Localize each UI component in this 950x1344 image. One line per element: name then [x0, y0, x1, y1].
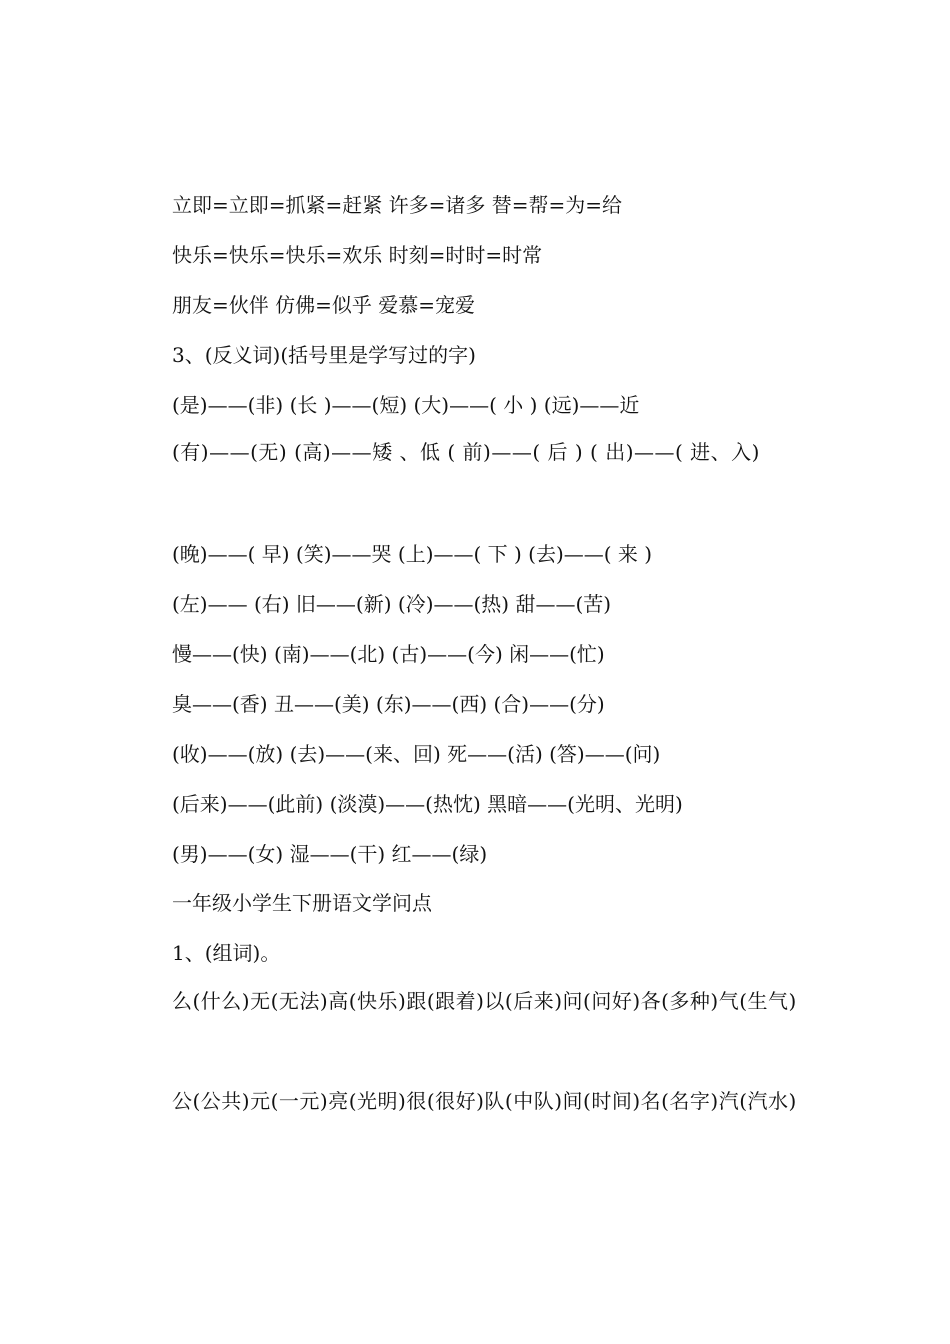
section-title: 一年级小学生下册语文学问点 — [172, 891, 432, 915]
word-group-heading: 1、(组词)。 — [172, 941, 281, 965]
word-group-line-2: 公(公共)元(一元)亮(光明)很(很好)队(中队)间(时间)名(名字)汽(汽水) — [172, 1089, 797, 1113]
antonym-line-1: (是)——(非) (长 )——(短) (大)——( 小 ) (远)——近 — [172, 393, 640, 417]
synonym-line-3: 朋友=伙伴 仿佛=似乎 爱慕=宠爱 — [172, 293, 475, 317]
antonym-line-3: (晚)——( 早) (笑)——哭 (上)——( 下 ) (去)——( 来 ) — [172, 542, 653, 566]
antonym-line-7: (收)——(放) (去)——(来、回) 死——(活) (答)——(问) — [172, 742, 661, 766]
synonym-line-2: 快乐=快乐=快乐=欢乐 时刻=时时=时常 — [172, 243, 543, 267]
antonym-line-4: (左)—— (右) 旧——(新) (冷)——(热) 甜——(苦) — [172, 592, 612, 616]
antonym-line-5: 慢——(快) (南)——(北) (古)——(今) 闲——(忙) — [172, 642, 605, 666]
antonym-heading: 3、(反义词)(括号里是学写过的字) — [172, 343, 476, 367]
antonym-line-6: 臭——(香) 丑——(美) (东)——(西) (合)——(分) — [172, 692, 605, 716]
synonym-line-1: 立即=立即=抓紧=赶紧 许多=诸多 替=帮=为=给 — [172, 193, 623, 217]
antonym-line-9: (男)——(女) 湿——(干) 红——(绿) — [172, 842, 488, 866]
antonym-line-8: (后来)——(此前) (淡漠)——(热忱) 黑暗——(光明、光明) — [172, 792, 683, 816]
antonym-line-2: (有)——(无) (高)——矮 、低 ( 前)——( 后 ) ( 出)——( 进、入) — [172, 440, 760, 464]
word-group-line-1: 么(什么)无(无法)高(快乐)跟(跟着)以(后来)问(问好)各(多种)气(生气) — [172, 989, 797, 1013]
